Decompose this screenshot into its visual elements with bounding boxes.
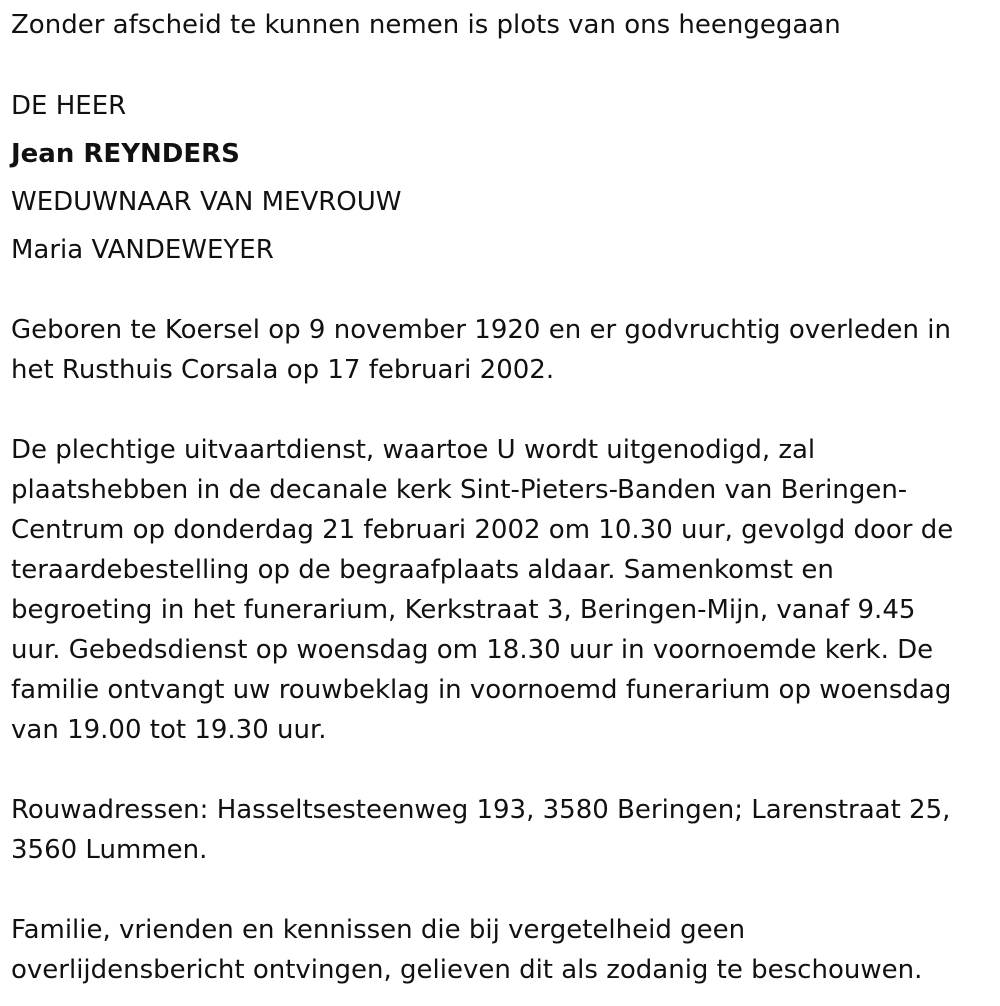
title-prefix: DE HEER [11,91,127,121]
family-note-paragraph [11,910,991,990]
paragraph-line: overlijdensbericht ontvingen, gelieven dit als zodanig te beschouwen. [11,955,923,985]
birth-death-paragraph [11,310,991,390]
paragraph-line: Rouwadressen: Hasseltsesteenweg 193, 3580 Beringen; Larenstraat 25, [11,795,951,825]
spouse-name: Maria VANDEWEYER [11,235,274,265]
intro-text: Zonder afscheid te kunnen nemen is plots van ons heengegaan [11,10,841,40]
paragraph-line: Centrum op donderdag 21 februari 2002 om 10.30 uur, gevolgd door de [11,515,954,545]
paragraph-line: uur. Gebedsdienst op woensdag om 18.30 uur in voornoemde kerk. De [11,635,934,665]
deceased-name: Jean REYNDERS [11,139,240,169]
paragraph-line: van 19.00 tot 19.30 uur. [11,715,327,745]
paragraph-line: plaatshebben in de decanale kerk Sint-Pieters-Banden van Beringen- [11,475,908,505]
paragraph-line: Geboren te Koersel op 9 november 1920 en er godvruchtig overleden in [11,315,951,345]
paragraph-line: teraardebestelling op de begraafplaats aldaar. Samenkomst en [11,555,834,585]
relation-text: WEDUWNAAR VAN MEVROUW [11,187,402,217]
paragraph-line: 3560 Lummen. [11,835,208,865]
service-paragraph [11,430,991,750]
paragraph-line: het Rusthuis Corsala op 17 februari 2002. [11,355,555,385]
addresses-paragraph [11,790,991,870]
paragraph-line: Familie, vrienden en kennissen die bij vergetelheid geen [11,915,746,945]
paragraph-line: begroeting in het funerarium, Kerkstraat 3, Beringen-Mijn, vanaf 9.45 [11,595,916,625]
paragraph-line: familie ontvangt uw rouwbeklag in voornoemd funerarium op woensdag [11,675,952,705]
paragraph-line: De plechtige uitvaartdienst, waartoe U wordt uitgenodigd, zal [11,435,816,465]
